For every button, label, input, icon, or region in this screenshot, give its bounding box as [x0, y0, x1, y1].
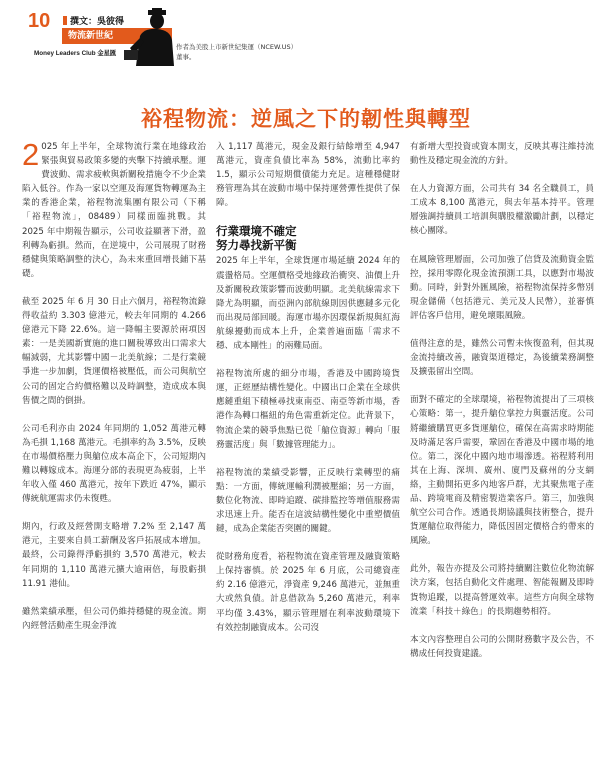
club-name: Money Leaders Club 金星匯: [34, 50, 117, 57]
article-paragraph: 在人力資源方面，公司共有 34 名全職員工，員工成本 8,100 萬港元，與去年基本持平。管理層強調持續員工培訓與購股權激勵計劃，以穩定核心團隊。: [410, 184, 594, 237]
article-paragraph: 雖然業績承壓，但公司仍維持穩健的現金流。期內經營活動產生現金淨流: [22, 606, 206, 631]
drop-cap: 2: [22, 137, 40, 172]
page-number: 10: [28, 10, 51, 32]
page-header: [0, 0, 612, 66]
article-paragraph: 入 1,117 萬港元，現金及銀行結餘增至 4,947 萬港元，資產負債比率為 58%，流動比率約 1.5，顯示公司短期償債能力充足。這種穩健財務管理為其在波動市場中保持運營彈性提供了保障。: [216, 142, 400, 209]
article-paragraph: 裕程物流的業績受影響，正反映行業轉型的痛點：一方面，傳統運輸利潤被壓縮；另一方面，數位化物流、即時追蹤、碳排監控等增值服務需求迅速上升。能否在這波結構性變化中重塑價值鏈，成為企業能否突圍的關鍵。: [216, 467, 400, 535]
column-name: 物流新世紀: [62, 28, 172, 44]
article-paragraph: 從財務角度看，裕程物流在資產管理及融資策略上保持審慎。於 2025 年 6 月底，公司總資產約 2.16 億港元，淨資產 9,246 萬港元，並無重大或然負債。計息借款為 5,260 萬港元，利率平均僅 3.43%，顯示管理層在利率波動環境下有效控制融資成本。公司沒: [216, 552, 400, 633]
article-paragraph: 有新增大型投資或資本開支，反映其專注維持流動性及穩定現金流的方針。: [410, 142, 594, 167]
section-subheading: 行業環境不確定 努力尋找新平衡: [216, 224, 297, 253]
author-silhouette-icon: [122, 8, 174, 66]
article-paragraph: 此外，報告亦提及公司將持續關注數位化物流解決方案，包括自動化文件處理、智能報關及即時貨物追蹤，以提高營運效率。這些方向與全球物流業「科技＋綠色」的長期趨勢相符。: [410, 564, 594, 617]
article-paragraph: 期內，行政及經營開支略增 7.2% 至 2,147 萬港元，主要來自員工薪酬及客戶拓展成本增加。最終，公司錄得淨虧損約 3,570 萬港元，較去年同期的 1,110 萬港元擴大逾兩倍，每股虧損 11.91 港仙。: [22, 522, 206, 589]
article-column-2: [216, 140, 400, 635]
author-label: [63, 14, 124, 26]
article-paragraph: 2 025 年上半年，全球物流行業在地緣政治緊張與貿易政策多變的夾擊下持續承壓。運費波動、需求疲軟與新關稅措施令不少企業陷入低谷。作為一家以空運及海運貨物轉運為主業的香港企業，裕程物流集團有限公司（下稱「裕程物流」，08489）同樣面臨挑戰。其 2025 年中期報告顯示，公司收益顯著下滑，盈利轉為虧損。然而，在逆境中，公司展現了財務穩健與策略調整的決心，為未來重回增長鋪下基礎。: [22, 137, 206, 279]
accent-bar: [63, 16, 67, 25]
author-bio: 作者為美股上市新世紀集運（NCEW.US）董事。: [176, 43, 294, 61]
article-paragraph: 在風險管理層面，公司加強了信貸及流動資金監控，採用零際化現金流預測工具，以應對市場波動。同時，針對外匯風險，裕程物流保持多幣別現金儲備（包括港元、美元及人民幣），並審慎評估客戶信用，避免壞賬風險。: [410, 254, 594, 321]
author-name: 撰文：吳彼得: [70, 17, 125, 27]
article-paragraph: 本文內容整理自公司的公開財務數字及公告，不構成任何投資建議。: [410, 634, 594, 659]
article-paragraph: 公司毛利亦由 2024 年同期的 1,052 萬港元轉為毛損 1,168 萬港元。毛損率約為 3.5%，反映在市場價格壓力與艙位成本高企下，公司短期內難以轉嫁成本。海運分部的表現更為疲弱，上半年收入僅 460 萬港元，按年下跌近 47%，顯示傳統航運需求仍未復甦。: [22, 423, 206, 505]
article-paragraph: 面對不確定的全球環境，裕程物流提出了三項核心策略：第一，提升艙位掌控力與靈活度。公司將繼續購買更多貨運艙位，確保在高需求時期能及時滿足客戶需要，鞏固在香港及中國市場的地位。第二，深化中國內地市場滲透。裕程將利用其在上海、深圳、廣州、廈門及蘇州的分支網絡，主動開拓更多內地客戶群，尤其聚焦電子產品、跨境電商及精密製造業客戶。第三，加強與航空公司合作。透過長期協議與技術整合，提升貨運艙位取得能力，降低因固定價格合約帶來的風險。: [410, 395, 594, 547]
article-column-3: [410, 140, 594, 661]
article-title: 裕程物流：逆風之下的韌性與轉型: [141, 107, 471, 131]
article-paragraph: 裕程物流所處的細分市場，香港及中國跨境貨運，正經歷結構性變化。中國出口企業在全球供應鏈重組下積極尋找東南亞、南亞等新市場，香港作為轉口樞紐的角色需重新定位。此背景下，物流企業的競爭焦點已從「艙位資源」轉向「服務靈活度」與「數據管理能力」。: [216, 369, 400, 450]
article-column-1: [22, 137, 206, 633]
article-paragraph: 2025 年上半年，全球貨運市場延續 2024 年的震盪格局。空運價格受地緣政治衝突、油價上升及新關稅政策影響而波動明顯。北美航線需求下降尤為明顯，而亞洲內部航線則因供應鏈多元化而出現局部回暖。海運市場亦因環保新規與紅海航線擾動而成本上升，企業普遍面臨「需求不穩、成本剛性」的兩難局面。: [216, 256, 400, 352]
article-paragraph: 截至 2025 年 6 月 30 日止六個月，裕程物流錄得收益約 3.303 億港元，較去年同期的 4.266 億港元下降 22.6%。這一降幅主要源於兩項因素：一是美國新實施的進口關稅導致出口需求大幅減弱，尤其影響中國－北美航線；二是行業競爭進一步加劇，貨運價格被壓低，而公司與航空公司的固定合約價格難以及時調整，造成成本與售價之間的倒掛。: [22, 296, 206, 406]
article-paragraph: 值得注意的是，雖然公司暫未恢復盈利，但其現金流持續改善，融資渠道穩定，為後續業務調整及擴張留出空間。: [410, 339, 594, 378]
